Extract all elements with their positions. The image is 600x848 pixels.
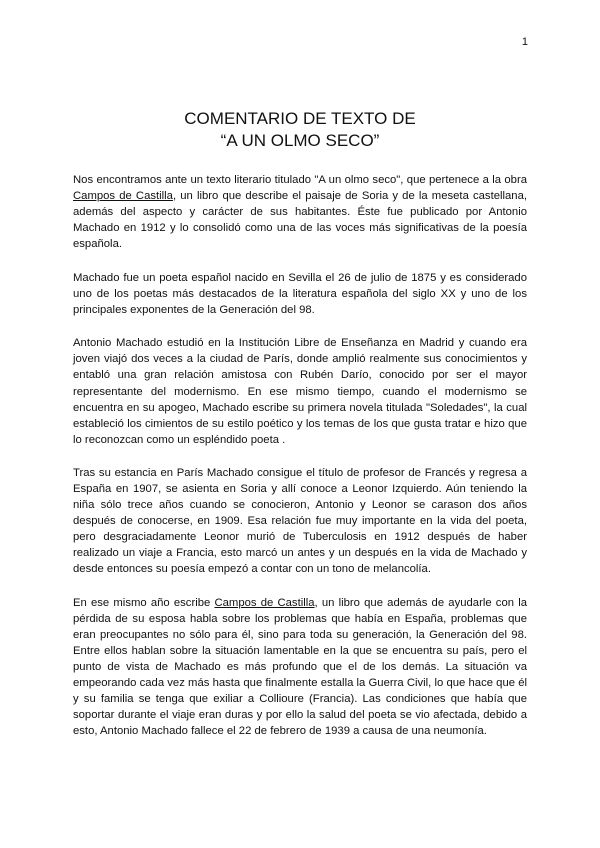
paragraph-1 bbox=[73, 172, 527, 252]
page-number: 1 bbox=[521, 36, 528, 48]
book-title-underlined: Campos de Castilla bbox=[214, 597, 315, 610]
paragraph-5 bbox=[73, 595, 527, 739]
paragraph-1-text-a: Nos encontramos ante un texto literario titulado "A un olmo seco", que pertenece a la obra bbox=[73, 174, 527, 186]
title-line-2: “A UN OLMO SECO” bbox=[220, 131, 380, 150]
document-title bbox=[0, 108, 600, 152]
paragraph-2: Machado fue un poeta español nacido en Sevilla el 26 de julio de 1875 y es considerado uno de los poetas más destacados de la literatura española del siglo XX y uno de los principales exponentes de la Generación del 98. bbox=[73, 271, 527, 316]
paragraph-1-text-b: , un libro que describe el paisaje de Soria y de la meseta castellana, además del aspecto y carácter de sus habitantes. Éste fue publicado por Antonio Machado en 1912 y lo consolidó como una de las voces más significativas de la poesía española. bbox=[73, 190, 528, 251]
paragraph-5-text-a: En ese mismo año escribe bbox=[73, 597, 215, 610]
document-body bbox=[73, 172, 527, 757]
title-line-1: COMENTARIO DE TEXTO DE bbox=[184, 109, 416, 128]
paragraph-3: Antonio Machado estudió en la Institución Libre de Enseñanza en Madrid y cuando era joven viajó dos veces a la ciudad de París, donde amplió realmente sus conocimientos y entabló una gran relación amistosa con Rubén Darío, conocido por ser el mayor representante del modernismo. En ese mismo tiempo, cuando el modernismo se encuentra en su apogeo, Machado escribe su primera novela titulada "Soledades", la cual estableció los cimientos de su estilo poético y los temas de los que gusta tratar e hizo que lo reconozcan como un espléndido poeta . bbox=[73, 337, 527, 446]
paragraph-4: Tras su estancia en París Machado consigue el título de profesor de Francés y regresa a España en 1907, se asienta en Soria y allí conoce a Leonor Izquierdo. Aún teniendo la niña sólo trece años cuando se conocieron, Antonio y Leonor se carason dos años después de conocerse, en 1909. Esa relación fue muy importante en la vida del poeta, pero desgraciadamente Leonor murió de Tuberculosis en 1912 después de haber realizado un viaje a Francia, esto marcó un antes y un después en la vida de Machado y desde entonces su poesía empezó a contar con un tono de melancolía. bbox=[73, 467, 527, 576]
book-title-underlined: Campos de Castilla bbox=[73, 190, 173, 203]
paragraph-5-text-b: , un libro que además de ayudarle con la pérdida de su esposa habla sobre los problemas que había en España, problemas que eran preocupantes no sólo para él, sino para toda su generación, la Generación del 98. Entre ellos hablan sobre la situación lamentable en la que se encuentra su país, pero el punto de vista de Machado es más profundo que el de los demás. La situación va empeorando cada vez más hasta que finalmente estalla la Guerra Civil, lo que hace que él y su familia se tenga que exiliar a Collioure (Francia). Las condiciones que había que soportar durante el viaje eran duras y por ello la salud del poeta se vio afectada, debido a esto, Antonio Machado fallece el 22 de febrero de 1939 a causa de una neumonía. bbox=[73, 597, 527, 738]
